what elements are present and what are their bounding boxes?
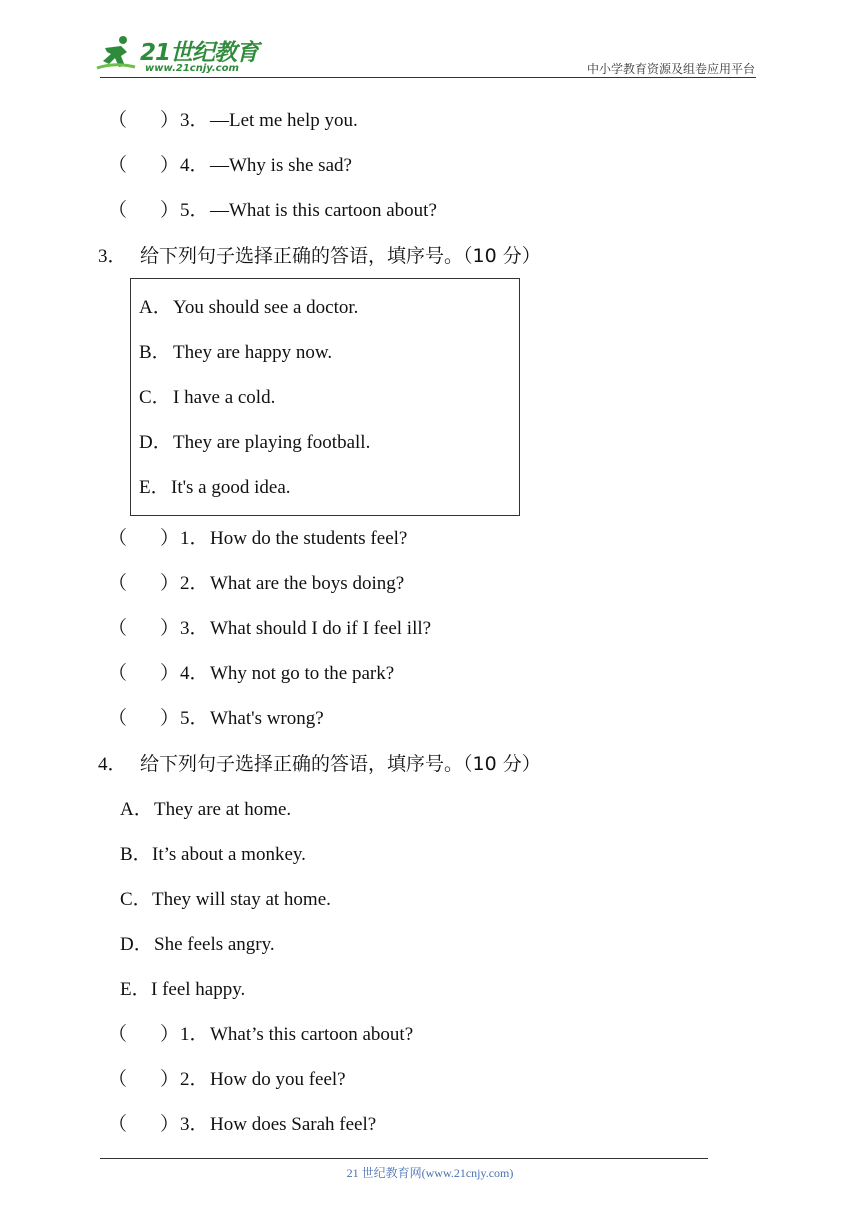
option-text: I feel happy. [151,979,246,1000]
option-letter: C． [120,889,152,910]
answer-blank-close: ） [160,155,180,176]
header-divider [100,77,756,78]
question-text: What's wrong? [210,708,324,729]
answer-blank-open[interactable]: （ [108,618,128,639]
section-instruction: 给下列句子选择正确的答语，填序号。（10 分） [140,753,541,775]
option-text: I have a cold. [173,387,276,408]
answer-blank-close: ） [160,663,180,684]
question-number: 2． [180,573,209,594]
answer-blank-close: ） [160,708,180,729]
question-text: How do you feel? [210,1069,346,1090]
question-number: 3． [180,1114,209,1135]
page-header [0,0,860,80]
answer-blank-open[interactable]: （ [108,1024,128,1045]
question-number: 4． [180,155,209,176]
question-number: 4． [180,663,209,684]
answer-blank-close: ） [160,528,180,549]
question-text: How does Sarah feel? [210,1114,377,1135]
option-letter: D． [120,934,153,955]
answer-blank-close: ） [160,573,180,594]
option-letter: B． [120,844,152,865]
option-letter: A． [139,297,172,318]
question-number: 3． [180,110,209,131]
option-letter: B． [139,342,171,363]
option-text: They are happy now. [173,342,333,363]
footer-source-link[interactable]: 21 世纪教育网(www.21cnjy.com) [346,1166,514,1180]
question-number: 5． [180,708,209,729]
section-number: 3． [98,246,127,267]
section-4-heading [98,751,541,778]
answer-blank-close: ） [160,200,180,221]
question-text: —What is this cartoon about? [210,200,437,221]
answer-blank-close: ） [160,618,180,639]
answer-blank-open[interactable]: （ [108,200,128,221]
answer-blank-open[interactable]: （ [108,663,128,684]
option-text: She feels angry. [154,934,275,955]
option-text: You should see a doctor. [173,297,359,318]
option-text: They are playing football. [173,432,371,453]
option-text: They will stay at home. [152,889,331,910]
logo-url: www.21cnjy.com [145,63,239,74]
section-3-heading [98,243,541,270]
section-number: 4． [98,754,127,775]
option-letter: C． [139,387,171,408]
answer-blank-open[interactable]: （ [108,1069,128,1090]
runner-icon [95,34,139,74]
option-letter: A． [120,799,153,820]
question-text: Why not go to the park? [210,663,395,684]
answer-blank-close: ） [160,110,180,131]
platform-name: 中小学教育资源及组卷应用平台 [586,62,755,76]
question-text: What are the boys doing? [210,573,405,594]
answer-blank-open[interactable]: （ [108,1114,128,1135]
answer-blank-close: ） [160,1114,180,1135]
question-text: —Why is she sad? [210,155,352,176]
answer-blank-open[interactable]: （ [108,708,128,729]
question-text: What should I do if I feel ill? [210,618,432,639]
question-number: 1． [180,1024,209,1045]
answer-blank-close: ） [160,1069,180,1090]
option-text: It's a good idea. [171,477,291,498]
question-text: What’s this cartoon about? [210,1024,414,1045]
question-text: How do the students feel? [210,528,408,549]
option-letter: D． [139,432,172,453]
option-letter: E． [139,477,170,498]
footer-divider [100,1158,708,1159]
question-number: 3． [180,618,209,639]
answer-blank-open[interactable]: （ [108,573,128,594]
answer-blank-close: ） [160,1024,180,1045]
option-text: They are at home. [154,799,292,820]
option-text: It’s about a monkey. [152,844,306,865]
answer-blank-open[interactable]: （ [108,155,128,176]
section-instruction: 给下列句子选择正确的答语，填序号。（10 分） [140,245,541,267]
answer-blank-open[interactable]: （ [108,110,128,131]
option-letter: E． [120,979,151,1000]
site-logo [95,34,265,78]
question-number: 1． [180,528,209,549]
question-number: 5． [180,200,209,221]
answer-blank-open[interactable]: （ [108,528,128,549]
question-number: 2． [180,1069,209,1090]
question-text: —Let me help you. [210,110,358,131]
logo-title: 21世纪教育 [140,40,259,66]
